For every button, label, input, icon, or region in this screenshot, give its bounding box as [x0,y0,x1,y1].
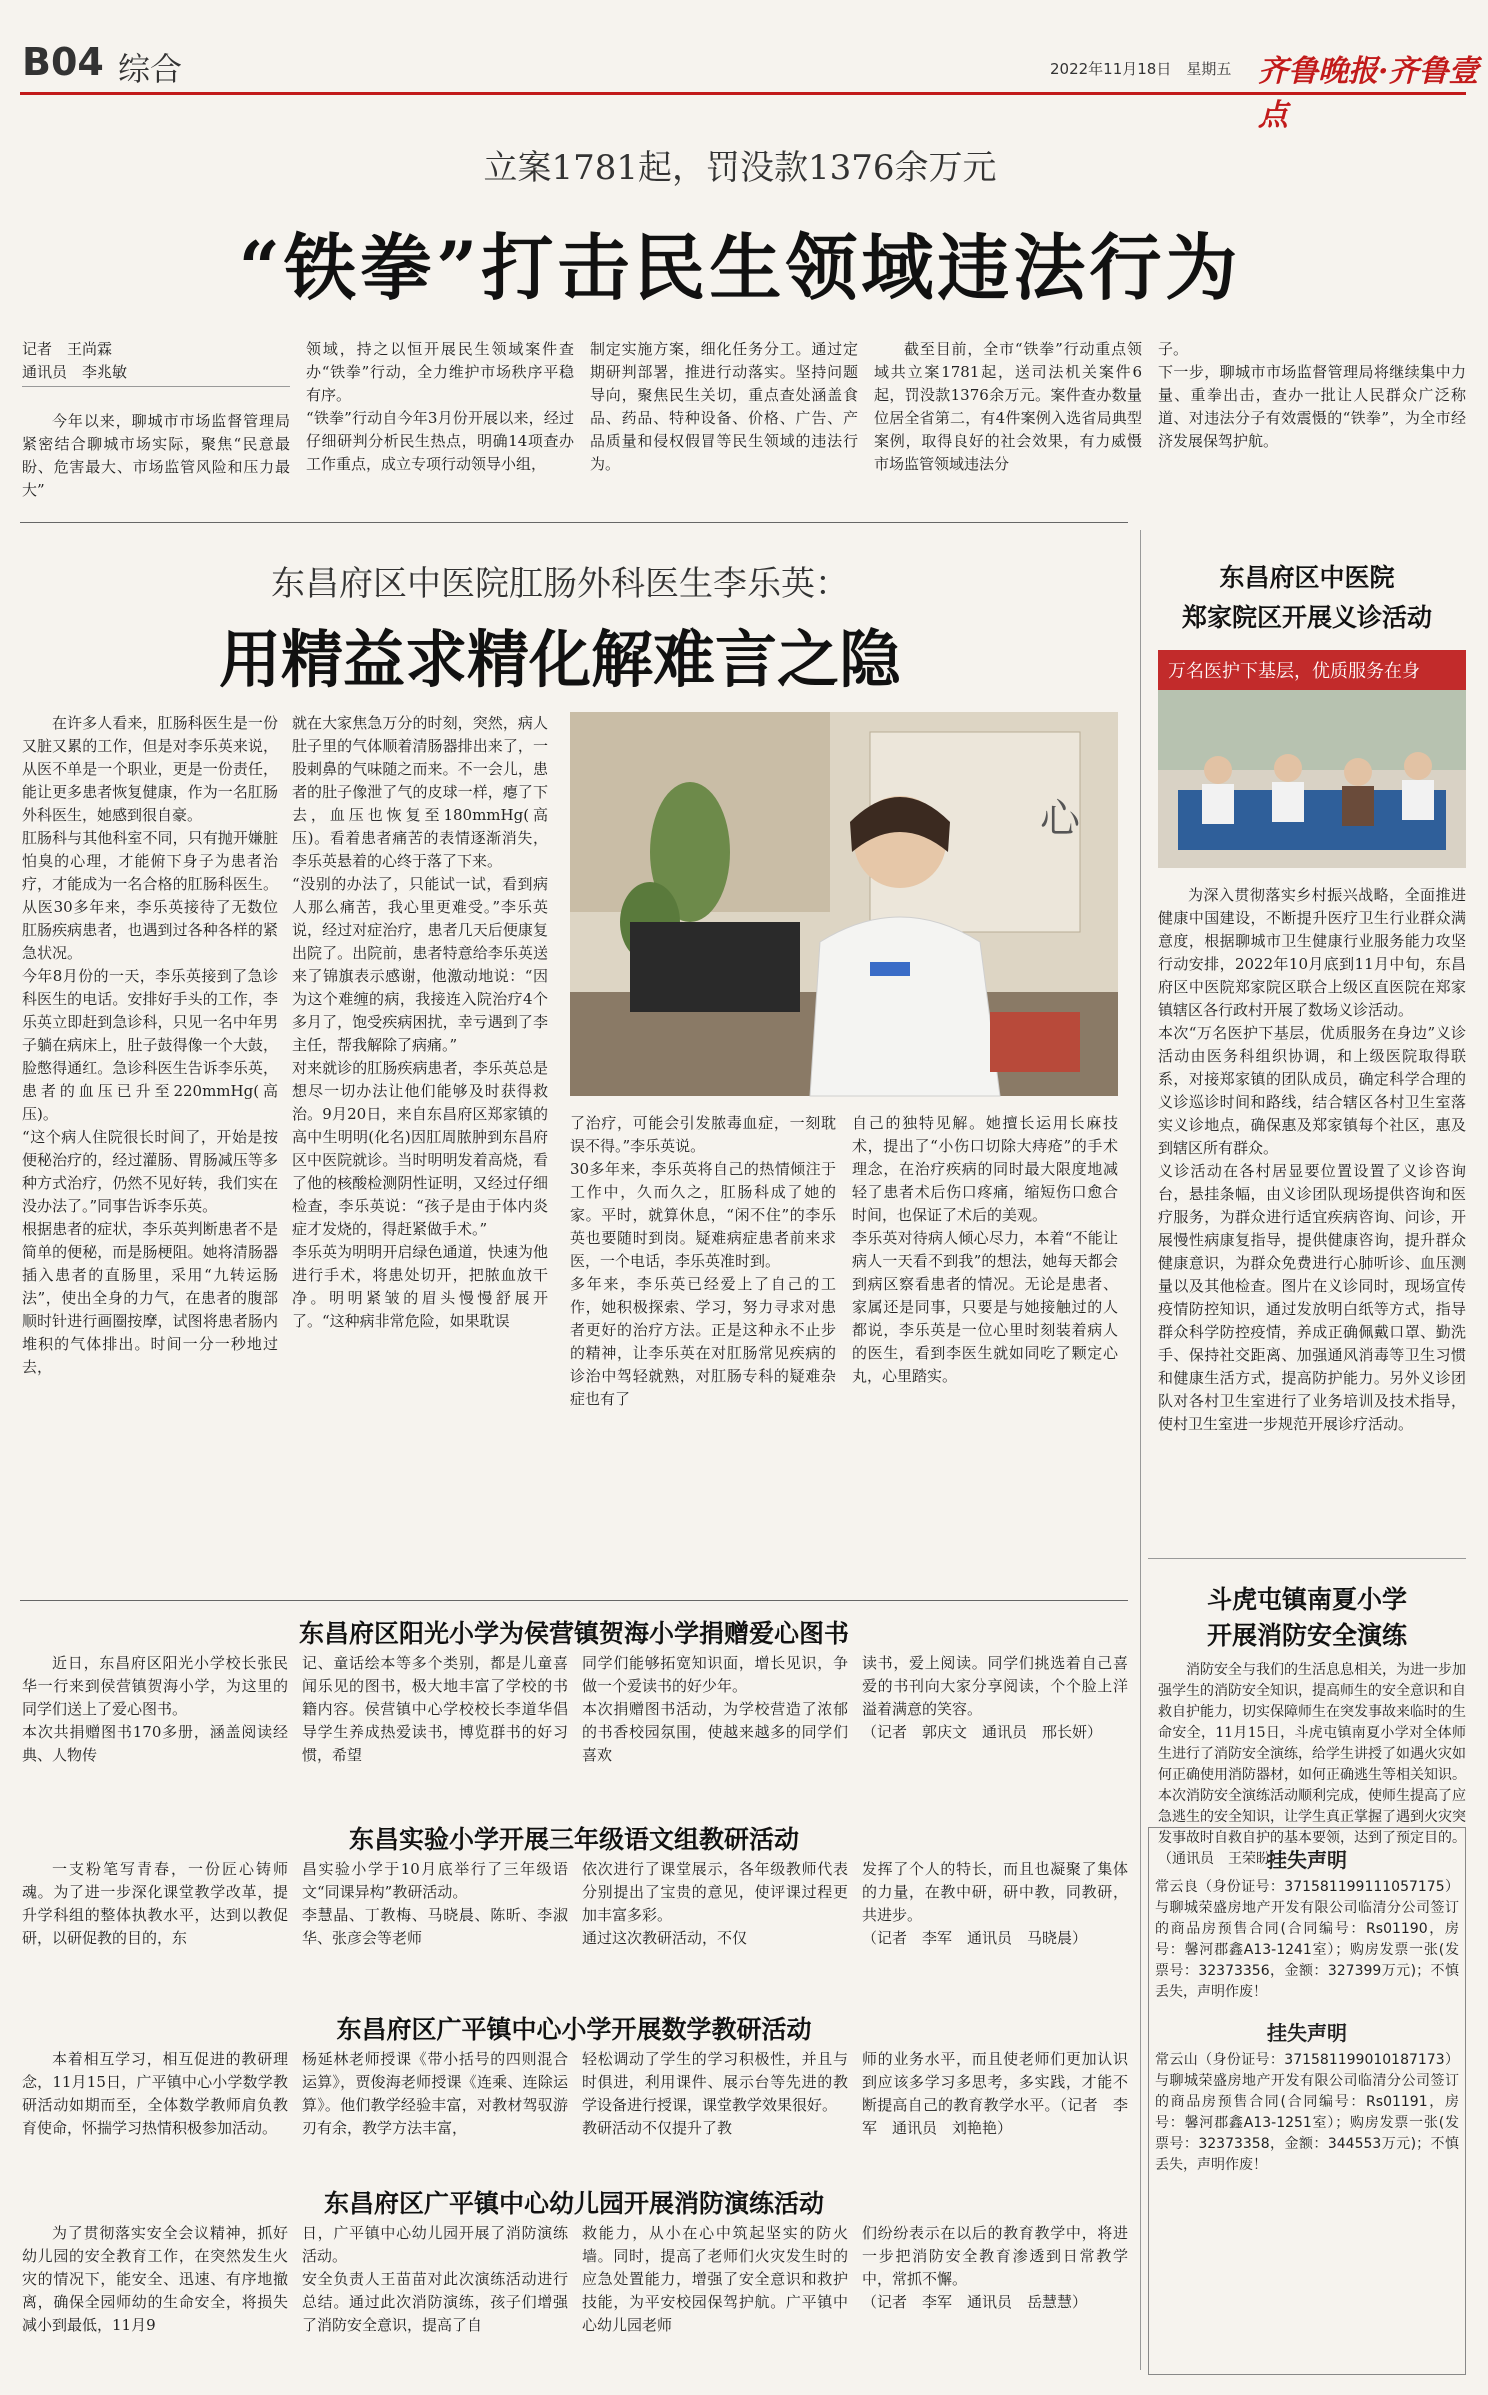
article1-subtitle: 立案1781起，罚没款1376余万元 [483,148,997,188]
brief3-title: 东昌府区广平镇中心小学开展数学教研活动 [336,2015,812,2044]
brief2-title: 东昌实验小学开展三年级语文组教研活动 [348,1825,799,1854]
article2-col2: 就在大家焦急万分的时刻，突然，病人肚子里的气体顺着清肠器排出来了，一股刺鼻的气味随之而来。不一会儿，患者的肚子像泄了气的皮球一样，瘪了下去，血压也恢复至180mmHg(高压)。看着患者痛苦的表情逐渐消失，李乐英悬着的心终于落了下来。 “没别的办法了，只能试一试，看到病人那么痛苦，我心里更难受。”李乐英说，经过对症治疗，患者几天后便康复出院了。出院前，患者特意给李乐英送来了锦旗表示感谢，他激动地说：“因为这个难缠的病，我接连入院治疗4个多月了，饱受疾病困扰，幸亏遇到了李主任，帮我解除了病痛。” 对来就诊的肛肠疾病患者，李乐英总是想尽一切办法让他们能够及时获得救治。9月20日，来自东昌府区郑家镇的高中生明明(化名)因肛周脓肿到东昌府区中医院就诊。当时明明发着高烧，看了他的核酸检测阴性证明，又经过仔细检查，李乐英说：“孩子是由于体内炎症才发烧的，得赶紧做手术。” 李乐英为明明开启绿色通道，快速为他进行手术，将患处切开，把脓血放干净。明明紧皱的眉头慢慢舒展开了。“这种病非常危险，如果耽误 [292,714,548,1330]
article2-col3: 了治疗，可能会引发脓毒血症，一刻耽误不得。”李乐英说。 30多年来，李乐英将自己的热情倾注于工作中，久而久之，肛肠科成了她的家。平时，就算休息，“闲不住”的李乐英也要随时到岗。疑难病症患者前来求医，一个电话，李乐英准时到。 多年来，李乐英已经爱上了自己的工作，她积极探索、学习，努力寻求对患者更好的治疗方法。正是这种永不止步的精神，让李乐英在对肛肠常见疾病的诊治中驾轻就熟，对肛肠专科的疑难杂症也有了 [570,1114,836,1408]
sidebar2-body: 消防安全与我们的生活息息相关，为进一步加强学生的消防安全知识，提高师生的安全意识和自救自护能力，切实保障师生在突发事故来临时的生命安全，11月15日，斗虎屯镇南夏小学对全体师生进行了消防安全演练，给学生讲授了如遇火灾如何正确使用消防器材，如何正确逃生等相关知识。 本次消防安全演练活动顺利完成，使师生提高了应急逃生的安全知识，让学生真正掌握了遇到火灾突发事故时自救自护的基本要领，达到了预定目的。（通讯员 王荣盼） [1158,1662,1466,1867]
divider [20,522,1128,523]
brief4-col1: 为了贯彻落实安全会议精神，抓好幼儿园的安全教育工作，在突然发生火灾的情况下，能安全、迅速、有序地撤离，确保全园师幼的生命安全，将损失减小到最低，11月9 [22,2224,288,2334]
article1-col5: 子。 下一步，聊城市市场监督管理局将继续集中力量、重拳出击，查办一批让人民群众广泛称道、对违法分子有效震慑的“铁拳”，为全市经济发展保驾护航。 [1158,340,1466,450]
brief2-col3: 依次进行了课堂展示，各年级教师代表分别提出了宝贵的意见，使评课过程更加丰富多彩。 通过这次教研活动，不仅 [582,1860,848,1947]
article1-col2: 领域，持之以恒开展民生领域案件查办“铁拳”行动，全力维护市场秩序平稳有序。 “铁拳”行动自今年3月份开展以来，经过仔细研判分析民生热点，明确14项查办工作重点，成立专项行动领导小组， [306,340,574,473]
svg-text:心: 心 [1040,796,1080,842]
brief3-col1: 本着相互学习，相互促进的教研理念，11月15日，广平镇中心小学数学教研活动如期而至，全体数学教师肩负教育使命，怀揣学习热情积极参加活动。 [22,2050,288,2137]
brief2-col4: 发挥了个人的特长，而且也凝聚了集体的力量，在教中研，研中教，同教研，共进步。 （记者 李军 通讯员 马晓晨） [862,1860,1128,1947]
brief3-col4: 师的业务水平，而且使老师们更加认识到应该多学习多思考，多实践，才能不断提高自己的教育教学水平。（记者 李军 通讯员 刘艳艳） [862,2050,1128,2137]
brief2-col1: 一支粉笔写青春，一份匠心铸师魂。为了进一步深化课堂教学改革，提升学科组的整体执教水平，达到以教促研，以研促教的目的，东 [22,1860,288,1947]
brief1-title: 东昌府区阳光小学为侯营镇贺海小学捐赠爱心图书 [298,1619,849,1648]
free-clinic-icon [1158,650,1466,868]
brief4-col3: 救能力，从小在心中筑起坚实的防火墙。同时，提高了老师们火灾发生时的应急处置能力，增强了安全意识和救护技能，为平安校园保驾护航。广平镇中心幼儿园老师 [582,2224,848,2334]
issue-date: 2022年11月18日 星期五 [1050,60,1232,78]
doctor-portrait-icon [570,712,1118,1096]
sidebar1-title-line2: 郑家院区开展义诊活动 [1181,603,1432,632]
banner-text: 万名医护下基层，优质服务在身 [1168,661,1420,682]
brief1-col2: 记、童话绘本等多个类别，都是儿童喜闻乐见的图书，极大地丰富了学校的书籍内容。侯营镇中心学校校长李道华倡导学生养成热爱读书，博览群书的好习惯，希望 [302,1654,568,1764]
divider [1148,1558,1466,1559]
brief2-col2: 昌实验小学于10月底举行了三年级语文“同课异构”教研活动。 李慧晶、丁教梅、马晓晨、陈昕、李淑华、张彦会等老师 [302,1860,568,1947]
section-name: 综合 [118,50,183,88]
article2-subtitle: 东昌府区中医院肛肠外科医生李乐英： [271,564,849,604]
article1-col3: 制定实施方案，细化任务分工。通过定期研判部署，推进行动落实。坚持问题导向，聚焦民生关切，重点查处涵盖食品、药品、特种设备、价格、广告、产品质量和侵权假冒等民生领域的违法行为。 [590,340,858,473]
brief3-col3: 轻松调动了学生的学习积极性，并且与时俱进，利用课件、展示台等先进的教学设备进行授课，课堂教学效果很好。 教研活动不仅提升了教 [582,2050,848,2137]
brief1-col3: 同学们能够拓宽知识面，增长见识，争做一个爱读书的好少年。 本次捐赠图书活动，为学校营造了浓郁的书香校园氛围，使越来越多的同学们喜欢 [582,1654,848,1764]
notice1-body: 常云良（身份证号：371581199111057175）与聊城荣盛房地产开发有限公司临清分公司签订的商品房预售合同(合同编号：Rs01190，房号：馨河郡鑫A13-1241室）；购房发票一张(发票号：32373356，金额：327399万元)；不慎丢失，声明作废！ [1155,1879,1459,2000]
notice-box [1148,1827,1466,2375]
article1-title: “铁拳”打击民生领域违法行为 [238,225,1242,310]
correspondent-name: 通讯员 李兆敏 [22,361,290,387]
article1-col4: 截至目前，全市“铁拳”行动重点领域共立案1781起，送司法机关案件6起，罚没款1376余万元。案件查办数量位居全省第二，有4件案例入选省局典型案例，取得良好的社会效果，有力威慑市场监管领域违法分 [874,340,1142,473]
sidebar1-title-line1: 东昌府区中医院 [1219,563,1395,592]
page-number: B04 [22,40,104,84]
article1-byline [22,338,290,387]
brief4-title: 东昌府区广平镇中心幼儿园开展消防演练活动 [323,2189,824,2218]
brief4-body [22,2222,1128,2372]
doctor-photo [570,712,1118,1096]
brief3-col2: 杨延林老师授课《带小括号的四则混合运算》，贾俊海老师授课《连乘、连除运算》。他们教学经验丰富，对教材驾驭游刃有余，教学方法丰富， [302,2050,568,2137]
brief1-col4: 读书，爱上阅读。同学们挑选着自己喜爱的书刊向大家分享阅读，个个脸上洋溢着满意的笑容。 （记者 郭庆文 通讯员 邢长妍） [862,1654,1128,1741]
brief4-col2: 日，广平镇中心幼儿园开展了消防演练活动。 安全负责人王苗苗对此次演练活动进行总结。通过此次消防演练，孩子们增强了消防安全意识，提高了自 [302,2224,568,2334]
sidebar2-title-line1: 斗虎屯镇南夏小学 [1206,1585,1407,1614]
brief4-col4: 们纷纷表示在以后的教育教学中，将进一步把消防安全教育渗透到日常教学中，常抓不懈。 （记者 李军 通讯员 岳慧慧） [862,2224,1128,2311]
brief1-col1: 近日，东昌府区阳光小学校长张民华一行来到侯营镇贺海小学，为这里的同学们送上了爱心图书。 本次共捐赠图书170多册，涵盖阅读经典、人物传 [22,1654,288,1764]
masthead [0,0,1488,133]
paper-logo: 齐鲁晚报·齐鲁壹点 [1258,54,1479,133]
notice1-title: 挂失声明 [1267,1848,1347,1872]
article2-title: 用精益求精化解难言之隐 [218,623,901,696]
article2-col1: 在许多人看来，肛肠科医生是一份又脏又累的工作，但是对李乐英来说，从医不单是一个职业，更是一份责任，能让更多患者恢复健康，作为一名肛肠外科医生，她感到很自豪。 肛肠科与其他科室不同，只有抛开嫌脏怕臭的心理，才能俯下身子为患者治疗，才能成为一名合格的肛肠科医生。从医30多年来，李乐英接待了无数位肛肠疾病患者，也遇到过各种各样的紧急状况。 今年8月份的一天，李乐英接到了急诊科医生的电话。安排好手头的工作，李乐英立即赶到急诊科，只见一名中年男子躺在病床上，肚子鼓得像一个大鼓，脸憋得通红。急诊科医生告诉李乐英，患者的血压已升至220mmHg(高压)。 “这个病人住院很长时间了，开始是按便秘治疗的，经过灌肠、胃肠减压等多种方式治疗，仍然不见好转，我们实在没办法了。”同事告诉李乐英。 根据患者的症状，李乐英判断患者不是简单的便秘，而是肠梗阻。她将清肠器插入患者的直肠里，采用“九转运肠法”，使出全身的力气，在患者的腹部顺时针进行画圈按摩，试图将患者肠内堆积的气体排出。时间一分一秒地过去， [22,714,278,1376]
brief1-body [22,1652,1128,1802]
notice2-body: 常云山（身份证号：371581199010187173）与聊城荣盛房地产开发有限公司临清分公司签订的商品房预售合同(合同编号：Rs01191，房号：馨河郡鑫A13-1251室）；购房发票一张(发票号：32373358，金额：344553万元)；不慎丢失，声明作废！ [1155,2052,1459,2173]
brief2-body [22,1858,1128,1998]
masthead-rule [20,92,1466,95]
reporter-name: 记者 王尚霖 [22,340,113,358]
notice2-title: 挂失声明 [1267,2021,1347,2045]
divider [20,1600,1128,1601]
sidebar2-title-line2: 开展消防安全演练 [1206,1621,1407,1650]
column-divider [1140,530,1141,2370]
article2-col4: 自己的独特见解。她擅长运用长麻技术，提出了“小伤口切除大痔疮”的手术理念，在治疗疾病的同时最大限度地减轻了患者术后伤口疼痛，缩短伤口愈合时间，也保证了术后的美观。 李乐英对待病人倾心尽力，本着“不能让病人一天看不到我”的想法，她每天都会到病区察看患者的情况。无论是患者、家属还是同事，只要是与她接触过的人都说，李乐英是一位心里时刻装着病人的医生，看到李医生就如同吃了颗定心丸，心里踏实。 [852,1114,1118,1385]
brief3-body [22,2048,1128,2178]
sidebar1-body: 为深入贯彻落实乡村振兴战略，全面推进健康中国建设，不断提升医疗卫生行业群众满意度，根据聊城市卫生健康行业服务能力攻坚行动安排，2022年10月底到11月中旬，东昌府区中医院郑家院区联合上级区直医院在郑家镇辖区各行政村开展了数场义诊活动。 本次“万名医护下基层，优质服务在身边”义诊活动由医务科组织协调，和上级医院取得联系，对接郑家镇的团队成员，确定科学合理的义诊巡诊时间和路线，结合辖区各村卫生室落实义诊地点，确保惠及郑家镇每个社区，惠及到辖区所有群众。 义诊活动在各村居显要位置设置了义诊咨询台，悬挂条幅，由义诊团队现场提供咨询和医疗服务，为群众进行适宜疾病咨询、问诊，开展慢性病康复指导，提供健康咨询，提升群众健康意识，为群众免费进行心肺听诊、血压测量以及其他检查。图片在义诊同时，现场宣传疫情防控知识，通过发放明白纸等方式，指导群众科学防控疫情，养成正确佩戴口罩、勤洗手、保持社交距离、加强通风消毒等卫生习惯和健康生活方式，提高防护能力。另外义诊团队对各村卫生室进行了业务培训及技术指导，使村卫生室进一步规范开展诊疗活动。 [1158,886,1466,1433]
article1-col1: 今年以来，聊城市市场监督管理局紧密结合聊城市场实际，聚焦“民意最盼、危害最大、市场监管风险和压力最大” [22,412,290,499]
clinic-photo [1158,650,1466,868]
